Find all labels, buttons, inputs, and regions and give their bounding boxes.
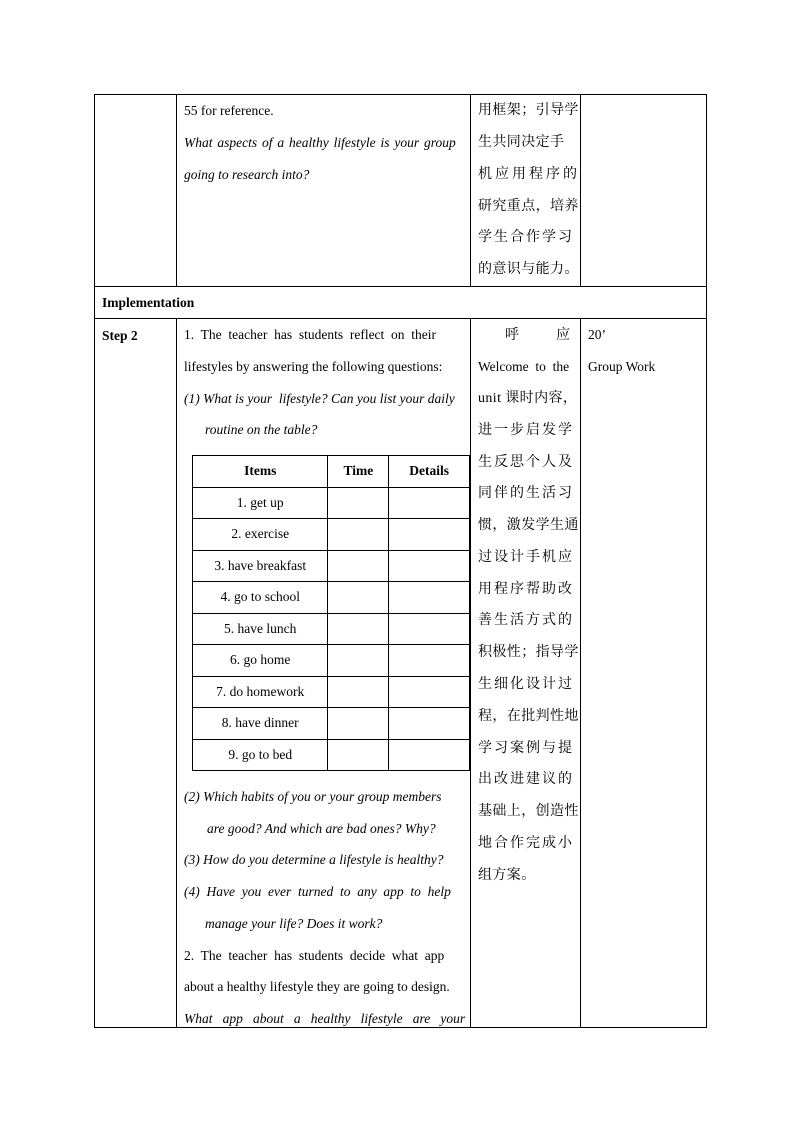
item-cell: 4. go to school	[193, 582, 328, 614]
question-line: (2) Which habits of you or your group members	[184, 789, 442, 804]
notes-line: 生细化设计过	[478, 676, 574, 692]
table-row	[193, 550, 470, 582]
details-cell	[389, 708, 470, 740]
notes-line: 研究重点，培养	[478, 198, 579, 214]
question-line: manage your life? Does it work?	[205, 916, 383, 931]
table-row	[193, 708, 470, 740]
notes-line: 惯，激发学生通	[478, 517, 579, 533]
item-cell: 5. have lunch	[193, 613, 328, 645]
time-cell	[328, 519, 389, 551]
content-line: 55 for reference.	[184, 103, 274, 118]
column-divider	[580, 318, 581, 1028]
notes-line: 机应用程序的	[478, 166, 580, 182]
table-row	[193, 519, 470, 551]
notes-line: 基础上，创造性	[478, 803, 579, 819]
time-cell	[328, 550, 389, 582]
notes-line: 进一步启发学	[478, 422, 574, 438]
paragraph-line: 2. The teacher has students decide what app	[184, 948, 445, 963]
item-cell: 1. get up	[193, 487, 328, 519]
details-cell	[389, 582, 470, 614]
notes-line: 地合作完成小	[478, 835, 574, 851]
column-header-time: Time	[328, 456, 389, 488]
column-header-items: Items	[193, 456, 328, 488]
question-text: What aspects of a healthy lifestyle is your group	[184, 135, 456, 150]
question-line: routine on the table?	[205, 422, 318, 437]
section-title: Implementation	[102, 295, 195, 310]
column-divider	[470, 318, 471, 1028]
table-row	[193, 676, 470, 708]
question-line: (1) What is your lifestyle? Can you list your daily	[184, 391, 455, 406]
question-line: are good? And which are bad ones? Why?	[207, 821, 436, 836]
question-line: going to research into?	[184, 167, 310, 182]
details-cell	[389, 739, 470, 771]
notes-line: 同伴的生活习	[478, 485, 574, 501]
item-cell: 9. go to bed	[193, 739, 328, 771]
question-line	[184, 127, 463, 159]
time-cell	[328, 739, 389, 771]
time-cell	[328, 582, 389, 614]
notes-line: unit 课时内容，	[478, 391, 578, 406]
duration: 20’	[588, 327, 606, 342]
notes-line: 过设计手机应	[478, 549, 574, 565]
notes-line: Welcome to the	[478, 359, 570, 374]
table-header-row	[193, 456, 470, 488]
notes-line: 生反思个人及	[478, 454, 574, 470]
column-divider	[176, 318, 177, 1028]
activity-mode: Group Work	[588, 359, 656, 374]
table-row	[193, 582, 470, 614]
time-cell	[328, 645, 389, 677]
table-row	[193, 739, 470, 771]
notes-line: 积极性；指导学	[478, 644, 579, 660]
notes-line: 出改进建议的	[478, 771, 574, 787]
column-divider	[176, 94, 177, 287]
item-cell: 3. have breakfast	[193, 550, 328, 582]
time-cell	[328, 708, 389, 740]
step-label: Step 2	[102, 328, 138, 343]
question-line: (3) How do you determine a lifestyle is healthy?	[184, 852, 444, 867]
question-line: What app about a healthy lifestyle are your	[184, 1011, 466, 1026]
details-cell	[389, 487, 470, 519]
notes-line: 用框架；引导学	[478, 102, 579, 118]
details-cell	[389, 550, 470, 582]
details-cell	[389, 645, 470, 677]
time-cell	[328, 487, 389, 519]
paragraph-line: 1. The teacher has students reflect on their	[184, 327, 437, 342]
column-header-details: Details	[389, 456, 470, 488]
item-cell: 2. exercise	[193, 519, 328, 551]
item-cell: 7. do homework	[193, 676, 328, 708]
details-cell	[389, 676, 470, 708]
item-cell: 6. go home	[193, 645, 328, 677]
table-left-border	[94, 94, 95, 1028]
notes-line: 善生活方式的	[478, 612, 574, 628]
notes-line: 程，在批判性地	[478, 708, 579, 724]
table-right-border	[706, 94, 707, 1028]
time-cell	[328, 676, 389, 708]
details-cell	[389, 613, 470, 645]
notes-line: 学生合作学习	[478, 229, 574, 245]
column-divider	[580, 94, 581, 287]
notes-line: 生共同决定手	[478, 134, 565, 150]
question-line: (4) Have you ever turned to any app to help	[184, 884, 451, 899]
table-row	[193, 645, 470, 677]
routine-table	[192, 455, 470, 771]
notes-line: 用程序帮助改	[478, 581, 574, 597]
notes-line: 组方案。	[478, 867, 536, 883]
details-cell	[389, 519, 470, 551]
notes-line: 学习案例与提	[478, 740, 574, 756]
notes-line: 的意识与能力。	[478, 261, 579, 277]
table-row	[193, 613, 470, 645]
notes-word: 呼	[505, 327, 520, 343]
notes-word: 应	[556, 327, 571, 343]
paragraph-line: lifestyles by answering the following questions:	[184, 359, 443, 374]
paragraph-line: about a healthy lifestyle they are going to design.	[184, 979, 450, 994]
item-cell: 8. have dinner	[193, 708, 328, 740]
table-row	[193, 487, 470, 519]
time-cell	[328, 613, 389, 645]
column-divider	[470, 94, 471, 287]
